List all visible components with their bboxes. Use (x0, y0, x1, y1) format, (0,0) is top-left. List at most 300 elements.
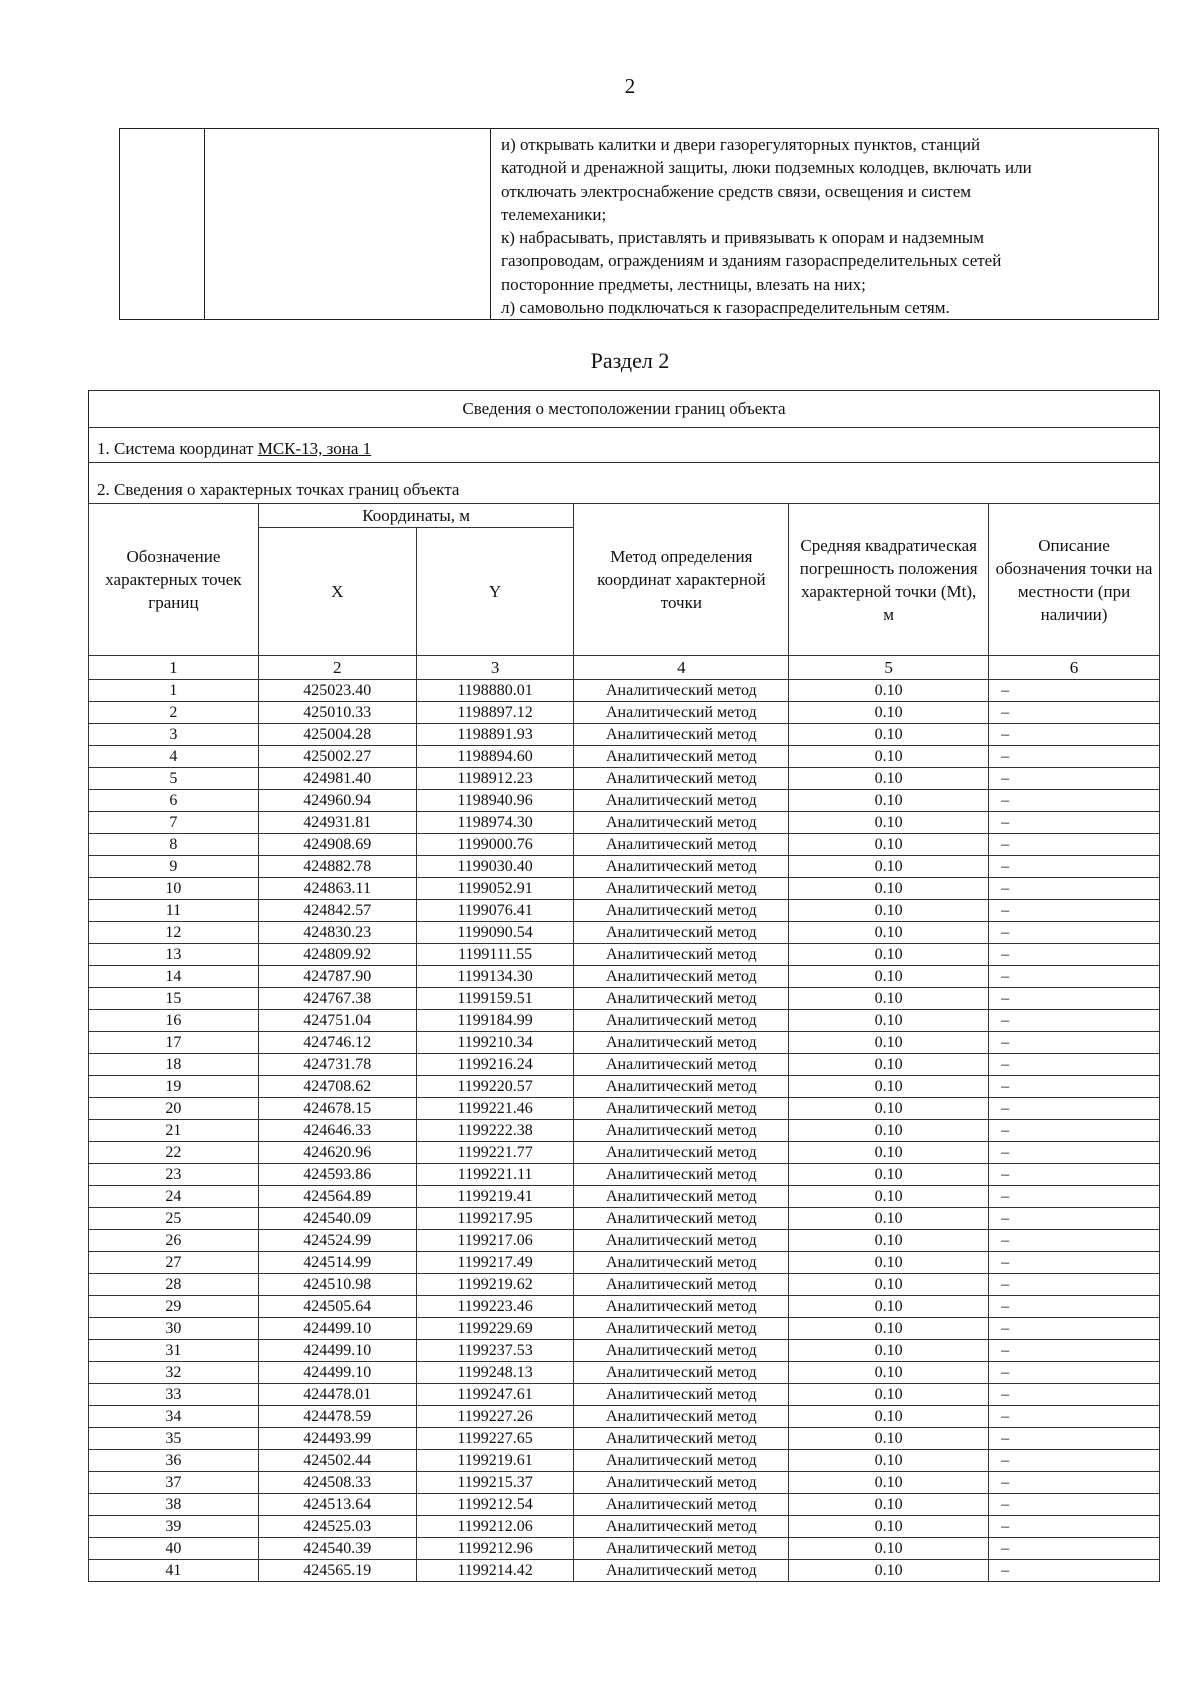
point-number: 40 (89, 1538, 259, 1560)
y-coordinate: 1199030.40 (416, 856, 574, 878)
point-number: 6 (89, 790, 259, 812)
x-coordinate: 425002.27 (258, 746, 416, 768)
point-number: 16 (89, 1010, 259, 1032)
table-row (89, 1054, 1160, 1076)
description: – (989, 1010, 1160, 1032)
points-title: 2. Сведения о характерных точках границ объекта (89, 463, 1160, 504)
point-number: 37 (89, 1472, 259, 1494)
y-coordinate: 1199219.41 (416, 1186, 574, 1208)
restriction-line: посторонние предметы, лестницы, влезать на них; (501, 274, 866, 294)
point-number: 18 (89, 1054, 259, 1076)
y-coordinate: 1199210.34 (416, 1032, 574, 1054)
y-coordinate: 1199221.46 (416, 1098, 574, 1120)
table-row (89, 1516, 1160, 1538)
table-row (89, 1142, 1160, 1164)
restriction-line: л) самовольно подключаться к газораспределительным сетям. (501, 298, 950, 318)
y-coordinate: 1199076.41 (416, 900, 574, 922)
error-value: 0.10 (789, 1076, 989, 1098)
y-coordinate: 1199227.65 (416, 1428, 574, 1450)
column-number: 5 (789, 656, 989, 680)
method: Аналитический метод (574, 1252, 789, 1274)
error-value: 0.10 (789, 834, 989, 856)
table-row (89, 790, 1160, 812)
description: – (989, 1384, 1160, 1406)
point-number: 23 (89, 1164, 259, 1186)
method: Аналитический метод (574, 1362, 789, 1384)
x-coordinate: 425004.28 (258, 724, 416, 746)
point-number: 26 (89, 1230, 259, 1252)
y-coordinate: 1199134.30 (416, 966, 574, 988)
error-value: 0.10 (789, 1472, 989, 1494)
point-number: 10 (89, 878, 259, 900)
y-coordinate: 1198974.30 (416, 812, 574, 834)
x-coordinate: 424499.10 (258, 1318, 416, 1340)
y-coordinate: 1199219.62 (416, 1274, 574, 1296)
method: Аналитический метод (574, 1120, 789, 1142)
x-coordinate: 424863.11 (258, 878, 416, 900)
y-coordinate: 1199212.96 (416, 1538, 574, 1560)
error-value: 0.10 (789, 856, 989, 878)
column-number: 6 (989, 656, 1160, 680)
x-coordinate: 424502.44 (258, 1450, 416, 1472)
method: Аналитический метод (574, 1296, 789, 1318)
method: Аналитический метод (574, 878, 789, 900)
error-value: 0.10 (789, 1450, 989, 1472)
y-coordinate: 1199227.26 (416, 1406, 574, 1428)
table-row (89, 1230, 1160, 1252)
description: – (989, 768, 1160, 790)
method: Аналитический метод (574, 790, 789, 812)
header-coordinates: Координаты, м (258, 504, 574, 528)
table-row (89, 1428, 1160, 1450)
y-coordinate: 1198894.60 (416, 746, 574, 768)
table-row (89, 1362, 1160, 1384)
table-row (89, 1472, 1160, 1494)
table-row (89, 922, 1160, 944)
method: Аналитический метод (574, 1076, 789, 1098)
y-coordinate: 1199220.57 (416, 1076, 574, 1098)
restriction-line: отключать электроснабжение средств связи, освещения и систем (501, 181, 972, 201)
y-coordinate: 1199184.99 (416, 1010, 574, 1032)
error-value: 0.10 (789, 1494, 989, 1516)
y-coordinate: 1199090.54 (416, 922, 574, 944)
method: Аналитический метод (574, 1472, 789, 1494)
description: – (989, 1230, 1160, 1252)
table-row (89, 1076, 1160, 1098)
x-coordinate: 424646.33 (258, 1120, 416, 1142)
error-value: 0.10 (789, 1384, 989, 1406)
x-coordinate: 424478.59 (258, 1406, 416, 1428)
x-coordinate: 424708.62 (258, 1076, 416, 1098)
point-number: 21 (89, 1120, 259, 1142)
description: – (989, 988, 1160, 1010)
table-row (89, 1252, 1160, 1274)
description: – (989, 1186, 1160, 1208)
error-value: 0.10 (789, 922, 989, 944)
description: – (989, 1318, 1160, 1340)
table-row (89, 1318, 1160, 1340)
point-number: 41 (89, 1560, 259, 1582)
description: – (989, 1054, 1160, 1076)
error-value: 0.10 (789, 1098, 989, 1120)
x-coordinate: 424787.90 (258, 966, 416, 988)
point-number: 38 (89, 1494, 259, 1516)
point-number: 8 (89, 834, 259, 856)
y-coordinate: 1199214.42 (416, 1560, 574, 1582)
point-number: 31 (89, 1340, 259, 1362)
method: Аналитический метод (574, 900, 789, 922)
description: – (989, 922, 1160, 944)
point-number: 33 (89, 1384, 259, 1406)
description: – (989, 1406, 1160, 1428)
x-coordinate: 424514.99 (258, 1252, 416, 1274)
y-coordinate: 1199217.95 (416, 1208, 574, 1230)
error-value: 0.10 (789, 702, 989, 724)
error-value: 0.10 (789, 944, 989, 966)
table-row (89, 1538, 1160, 1560)
table-row (89, 1032, 1160, 1054)
table-title: Сведения о местоположении границ объекта (89, 391, 1160, 428)
y-coordinate: 1199217.06 (416, 1230, 574, 1252)
coord-system-label: 1. Система координат (97, 439, 258, 458)
description: – (989, 790, 1160, 812)
x-coordinate: 424513.64 (258, 1494, 416, 1516)
x-coordinate: 424830.23 (258, 922, 416, 944)
y-coordinate: 1199216.24 (416, 1054, 574, 1076)
column-number: 3 (416, 656, 574, 680)
y-coordinate: 1199215.37 (416, 1472, 574, 1494)
header-point-designation: Обозначение характерных точек границ (89, 504, 259, 656)
table-row (89, 768, 1160, 790)
description: – (989, 878, 1160, 900)
table-row (89, 1010, 1160, 1032)
method: Аналитический метод (574, 1406, 789, 1428)
y-coordinate: 1199219.61 (416, 1450, 574, 1472)
table-row (89, 1120, 1160, 1142)
method: Аналитический метод (574, 702, 789, 724)
y-coordinate: 1199222.38 (416, 1120, 574, 1142)
table-row (89, 1560, 1160, 1582)
x-coordinate: 424564.89 (258, 1186, 416, 1208)
y-coordinate: 1199212.54 (416, 1494, 574, 1516)
error-value: 0.10 (789, 790, 989, 812)
method: Аналитический метод (574, 1428, 789, 1450)
description: – (989, 746, 1160, 768)
x-coordinate: 424767.38 (258, 988, 416, 1010)
error-value: 0.10 (789, 1120, 989, 1142)
continuation-table (119, 128, 1159, 320)
y-coordinate: 1199221.77 (416, 1142, 574, 1164)
method: Аналитический метод (574, 680, 789, 702)
point-number: 17 (89, 1032, 259, 1054)
point-number: 7 (89, 812, 259, 834)
method: Аналитический метод (574, 922, 789, 944)
method: Аналитический метод (574, 768, 789, 790)
table-row (89, 702, 1160, 724)
description: – (989, 1516, 1160, 1538)
error-value: 0.10 (789, 1296, 989, 1318)
description: – (989, 1538, 1160, 1560)
point-number: 4 (89, 746, 259, 768)
x-coordinate: 424525.03 (258, 1516, 416, 1538)
description: – (989, 900, 1160, 922)
error-value: 0.10 (789, 1230, 989, 1252)
x-coordinate: 424981.40 (258, 768, 416, 790)
x-coordinate: 424731.78 (258, 1054, 416, 1076)
x-coordinate: 424499.10 (258, 1362, 416, 1384)
x-coordinate: 424510.98 (258, 1274, 416, 1296)
method: Аналитический метод (574, 1318, 789, 1340)
table-row (89, 1186, 1160, 1208)
x-coordinate: 424565.19 (258, 1560, 416, 1582)
restriction-line: и) открывать калитки и двери газорегуляторных пунктов, станций (501, 135, 981, 154)
description: – (989, 1494, 1160, 1516)
description: – (989, 1472, 1160, 1494)
point-number: 35 (89, 1428, 259, 1450)
page-number: 2 (624, 74, 636, 98)
point-number: 22 (89, 1142, 259, 1164)
x-coordinate: 424620.96 (258, 1142, 416, 1164)
method: Аналитический метод (574, 1010, 789, 1032)
method: Аналитический метод (574, 988, 789, 1010)
y-coordinate: 1199248.13 (416, 1362, 574, 1384)
x-coordinate: 425010.33 (258, 702, 416, 724)
description: – (989, 1098, 1160, 1120)
header-error: Средняя квадратическая погрешность положения характерной точки (Mt), м (789, 504, 989, 656)
y-coordinate: 1198912.23 (416, 768, 574, 790)
point-number: 9 (89, 856, 259, 878)
header-description: Описание обозначения точки на местности (при наличии) (989, 504, 1160, 656)
x-coordinate: 424882.78 (258, 856, 416, 878)
x-coordinate: 424493.99 (258, 1428, 416, 1450)
error-value: 0.10 (789, 900, 989, 922)
x-coordinate: 424478.01 (258, 1384, 416, 1406)
point-number: 2 (89, 702, 259, 724)
point-number: 3 (89, 724, 259, 746)
point-number: 11 (89, 900, 259, 922)
table-row (89, 1340, 1160, 1362)
method: Аналитический метод (574, 1384, 789, 1406)
method: Аналитический метод (574, 1230, 789, 1252)
restriction-line: газопроводам, ограждениям и зданиям газораспределительных сетей (501, 251, 1002, 271)
table-row (89, 834, 1160, 856)
description: – (989, 966, 1160, 988)
method: Аналитический метод (574, 856, 789, 878)
y-coordinate: 1198891.93 (416, 724, 574, 746)
error-value: 0.10 (789, 1010, 989, 1032)
restrictions-text-cell (491, 129, 1159, 320)
method: Аналитический метод (574, 1032, 789, 1054)
description: – (989, 856, 1160, 878)
y-coordinate: 1199247.61 (416, 1384, 574, 1406)
point-number: 20 (89, 1098, 259, 1120)
x-coordinate: 424678.15 (258, 1098, 416, 1120)
column-number: 4 (574, 656, 789, 680)
x-coordinate: 424809.92 (258, 944, 416, 966)
section-title: Раздел 2 (590, 348, 670, 373)
y-coordinate: 1199052.91 (416, 878, 574, 900)
description: – (989, 1560, 1160, 1582)
x-coordinate: 424960.94 (258, 790, 416, 812)
method: Аналитический метод (574, 1494, 789, 1516)
description: – (989, 1076, 1160, 1098)
description: – (989, 1340, 1160, 1362)
y-coordinate: 1199229.69 (416, 1318, 574, 1340)
description: – (989, 1164, 1160, 1186)
error-value: 0.10 (789, 878, 989, 900)
y-coordinate: 1199111.55 (416, 944, 574, 966)
header-y: Y (416, 528, 574, 656)
boundary-points-table (88, 390, 1160, 1582)
x-coordinate: 424751.04 (258, 1010, 416, 1032)
description: – (989, 1362, 1160, 1384)
empty-cell-1 (120, 129, 205, 320)
x-coordinate: 424540.39 (258, 1538, 416, 1560)
table-row (89, 1296, 1160, 1318)
method: Аналитический метод (574, 944, 789, 966)
error-value: 0.10 (789, 1164, 989, 1186)
y-coordinate: 1199221.11 (416, 1164, 574, 1186)
error-value: 0.10 (789, 1538, 989, 1560)
error-value: 0.10 (789, 812, 989, 834)
description: – (989, 1032, 1160, 1054)
table-row (89, 878, 1160, 900)
table-row (89, 1384, 1160, 1406)
method: Аналитический метод (574, 1450, 789, 1472)
y-coordinate: 1199159.51 (416, 988, 574, 1010)
point-number: 19 (89, 1076, 259, 1098)
column-number: 1 (89, 656, 259, 680)
error-value: 0.10 (789, 1406, 989, 1428)
error-value: 0.10 (789, 1032, 989, 1054)
table-row (89, 812, 1160, 834)
point-number: 24 (89, 1186, 259, 1208)
error-value: 0.10 (789, 1340, 989, 1362)
point-number: 29 (89, 1296, 259, 1318)
description: – (989, 1252, 1160, 1274)
error-value: 0.10 (789, 1318, 989, 1340)
method: Аналитический метод (574, 1340, 789, 1362)
point-number: 39 (89, 1516, 259, 1538)
error-value: 0.10 (789, 988, 989, 1010)
method: Аналитический метод (574, 1560, 789, 1582)
error-value: 0.10 (789, 966, 989, 988)
error-value: 0.10 (789, 1186, 989, 1208)
point-number: 15 (89, 988, 259, 1010)
table-row (89, 900, 1160, 922)
column-number-row (89, 656, 1160, 680)
restrictions-text (501, 133, 1152, 319)
description: – (989, 812, 1160, 834)
table-row (89, 966, 1160, 988)
table-row (89, 1494, 1160, 1516)
y-coordinate: 1198940.96 (416, 790, 574, 812)
x-coordinate: 424842.57 (258, 900, 416, 922)
x-coordinate: 424593.86 (258, 1164, 416, 1186)
y-coordinate: 1198880.01 (416, 680, 574, 702)
table-row (89, 1098, 1160, 1120)
description: – (989, 1296, 1160, 1318)
method: Аналитический метод (574, 834, 789, 856)
x-coordinate: 424508.33 (258, 1472, 416, 1494)
error-value: 0.10 (789, 1560, 989, 1582)
table-row (89, 856, 1160, 878)
table-row (89, 746, 1160, 768)
method: Аналитический метод (574, 1274, 789, 1296)
table-row (89, 1164, 1160, 1186)
point-number: 5 (89, 768, 259, 790)
point-number: 14 (89, 966, 259, 988)
y-coordinate: 1198897.12 (416, 702, 574, 724)
point-number: 36 (89, 1450, 259, 1472)
point-number: 28 (89, 1274, 259, 1296)
method: Аналитический метод (574, 1142, 789, 1164)
x-coordinate: 424908.69 (258, 834, 416, 856)
method: Аналитический метод (574, 1538, 789, 1560)
point-number: 27 (89, 1252, 259, 1274)
method: Аналитический метод (574, 724, 789, 746)
description: – (989, 834, 1160, 856)
method: Аналитический метод (574, 1516, 789, 1538)
empty-cell-2 (205, 129, 491, 320)
table-row (89, 1208, 1160, 1230)
table-row (89, 988, 1160, 1010)
point-number: 12 (89, 922, 259, 944)
y-coordinate: 1199237.53 (416, 1340, 574, 1362)
restriction-line: телемеханики; (501, 204, 607, 224)
header-x: X (258, 528, 416, 656)
description: – (989, 1274, 1160, 1296)
error-value: 0.10 (789, 746, 989, 768)
method: Аналитический метод (574, 1054, 789, 1076)
coord-system-row (89, 428, 1160, 463)
y-coordinate: 1199212.06 (416, 1516, 574, 1538)
method: Аналитический метод (574, 1164, 789, 1186)
description: – (989, 944, 1160, 966)
error-value: 0.10 (789, 1142, 989, 1164)
x-coordinate: 424931.81 (258, 812, 416, 834)
method: Аналитический метод (574, 1186, 789, 1208)
table-row (89, 724, 1160, 746)
error-value: 0.10 (789, 768, 989, 790)
method: Аналитический метод (574, 1098, 789, 1120)
x-coordinate: 424499.10 (258, 1340, 416, 1362)
table-row (89, 1406, 1160, 1428)
point-number: 13 (89, 944, 259, 966)
description: – (989, 680, 1160, 702)
description: – (989, 1208, 1160, 1230)
point-number: 34 (89, 1406, 259, 1428)
coord-system-value: МСК-13, зона 1 (257, 439, 372, 458)
table-row (89, 1450, 1160, 1472)
method: Аналитический метод (574, 746, 789, 768)
point-number: 25 (89, 1208, 259, 1230)
error-value: 0.10 (789, 1252, 989, 1274)
error-value: 0.10 (789, 1054, 989, 1076)
restriction-line: катодной и дренажной защиты, люки подземных колодцев, включать или (501, 158, 1032, 178)
x-coordinate: 424746.12 (258, 1032, 416, 1054)
description: – (989, 702, 1160, 724)
x-coordinate: 424524.99 (258, 1230, 416, 1252)
method: Аналитический метод (574, 1208, 789, 1230)
error-value: 0.10 (789, 1274, 989, 1296)
description: – (989, 724, 1160, 746)
error-value: 0.10 (789, 680, 989, 702)
y-coordinate: 1199217.49 (416, 1252, 574, 1274)
description: – (989, 1428, 1160, 1450)
y-coordinate: 1199000.76 (416, 834, 574, 856)
error-value: 0.10 (789, 1428, 989, 1450)
